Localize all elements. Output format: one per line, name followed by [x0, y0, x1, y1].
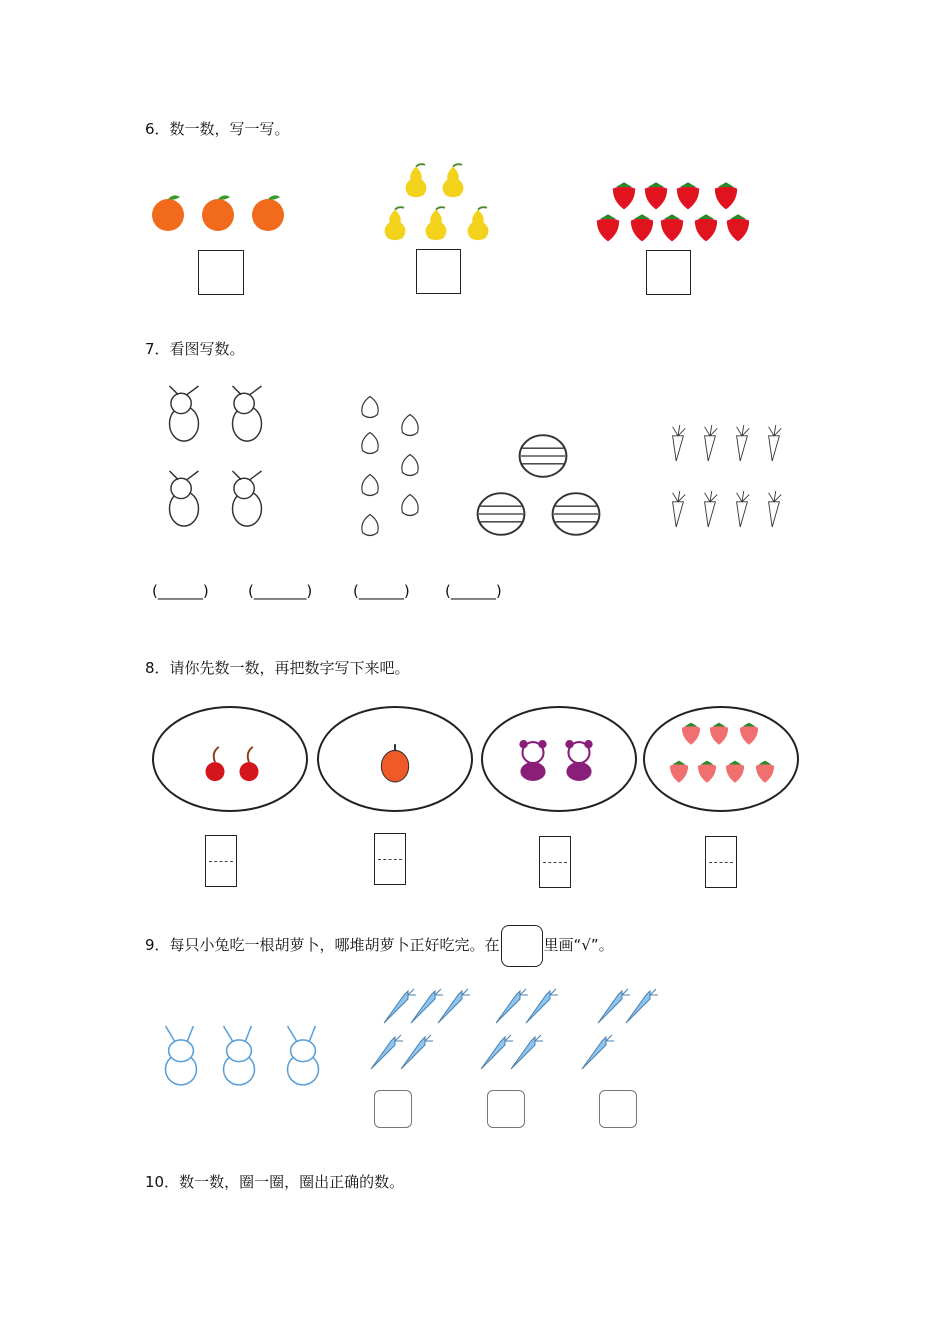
strawberry-icon [722, 756, 748, 790]
carrot-icon [620, 984, 660, 1034]
pear-icon [460, 203, 496, 249]
rabbit-icon [218, 460, 276, 544]
carrot-icon [756, 412, 792, 478]
peach-icon [395, 490, 425, 524]
strawberry-icon [736, 718, 762, 752]
peach-icon [355, 470, 385, 504]
strawberry-icon [722, 210, 754, 248]
question-9-text-end: 里画“√”。 [543, 936, 614, 954]
question-6-title: 6．数一数，写一写。 [145, 120, 290, 138]
strawberry-icon [656, 210, 688, 248]
strawberry-icon [752, 756, 778, 790]
question-9-text: 9．每只小兔吃一根胡萝卜，哪堆胡萝卜正好吃完。在 [145, 936, 500, 954]
question-8-title: 8．请你先数一数，再把数字写下来吧。 [145, 659, 410, 677]
carrot-icon [724, 412, 760, 478]
answer-box-pears[interactable] [416, 249, 461, 294]
peach-icon [355, 428, 385, 462]
carrot-icon [724, 478, 760, 544]
answer-blank-3[interactable]: (______) [353, 582, 410, 600]
apple-icon [374, 735, 416, 793]
question-10-title: 10．数一数，圈一圈，圈出正确的数。 [145, 1173, 405, 1191]
strawberry-icon [706, 718, 732, 752]
cherry-icon [230, 740, 268, 792]
peach-icon [355, 510, 385, 544]
inline-box-icon [501, 925, 543, 967]
carrot-icon [692, 478, 728, 544]
rabbit-icon [272, 998, 334, 1120]
question-9-title [145, 924, 614, 967]
carrot-icon [520, 984, 560, 1034]
answer-box-oranges[interactable] [198, 250, 244, 295]
answer-blank-2[interactable]: (_______) [248, 582, 313, 600]
strawberry-icon [678, 718, 704, 752]
answer-blank-1[interactable]: (______) [152, 582, 209, 600]
carrot-icon [432, 984, 472, 1034]
pear-icon [418, 203, 454, 249]
carrot-icon [756, 478, 792, 544]
rabbit-icon [155, 375, 213, 459]
strawberry-icon [694, 756, 720, 790]
carrot-icon [576, 1030, 616, 1080]
strawberry-icon [690, 210, 722, 248]
check-box-pile-3[interactable] [599, 1090, 637, 1128]
rabbit-icon [150, 998, 212, 1120]
rabbit-icon [208, 998, 270, 1120]
carrot-icon [505, 1030, 545, 1080]
answer-box-apple[interactable] [374, 833, 406, 885]
pear-icon [398, 160, 434, 206]
check-box-pile-1[interactable] [374, 1090, 412, 1128]
watermelon-icon [470, 488, 532, 544]
rabbit-icon [155, 460, 213, 544]
question-7-title: 7．看图写数。 [145, 340, 245, 358]
watermelon-icon [512, 430, 574, 486]
orange-icon [248, 193, 288, 237]
answer-box-cherries[interactable] [205, 835, 237, 887]
panda-icon [558, 733, 600, 793]
peach-icon [355, 392, 385, 426]
check-box-pile-2[interactable] [487, 1090, 525, 1128]
carrot-icon [395, 1030, 435, 1080]
watermelon-icon [545, 488, 607, 544]
orange-icon [198, 193, 238, 237]
peach-icon [395, 410, 425, 444]
strawberry-icon [592, 210, 624, 248]
answer-blank-4[interactable]: (______) [445, 582, 502, 600]
strawberry-icon [626, 210, 658, 248]
strawberry-icon [666, 756, 692, 790]
answer-box-strawberries[interactable] [646, 250, 691, 295]
pear-icon [377, 203, 413, 249]
carrot-icon [660, 478, 696, 544]
rabbit-icon [218, 375, 276, 459]
pear-icon [435, 160, 471, 206]
carrot-icon [692, 412, 728, 478]
panda-icon [512, 733, 554, 793]
orange-icon [148, 193, 188, 237]
answer-box-strawberries[interactable] [705, 836, 737, 888]
answer-box-pandas[interactable] [539, 836, 571, 888]
peach-icon [395, 450, 425, 484]
carrot-icon [660, 412, 696, 478]
cherry-icon [196, 740, 234, 792]
